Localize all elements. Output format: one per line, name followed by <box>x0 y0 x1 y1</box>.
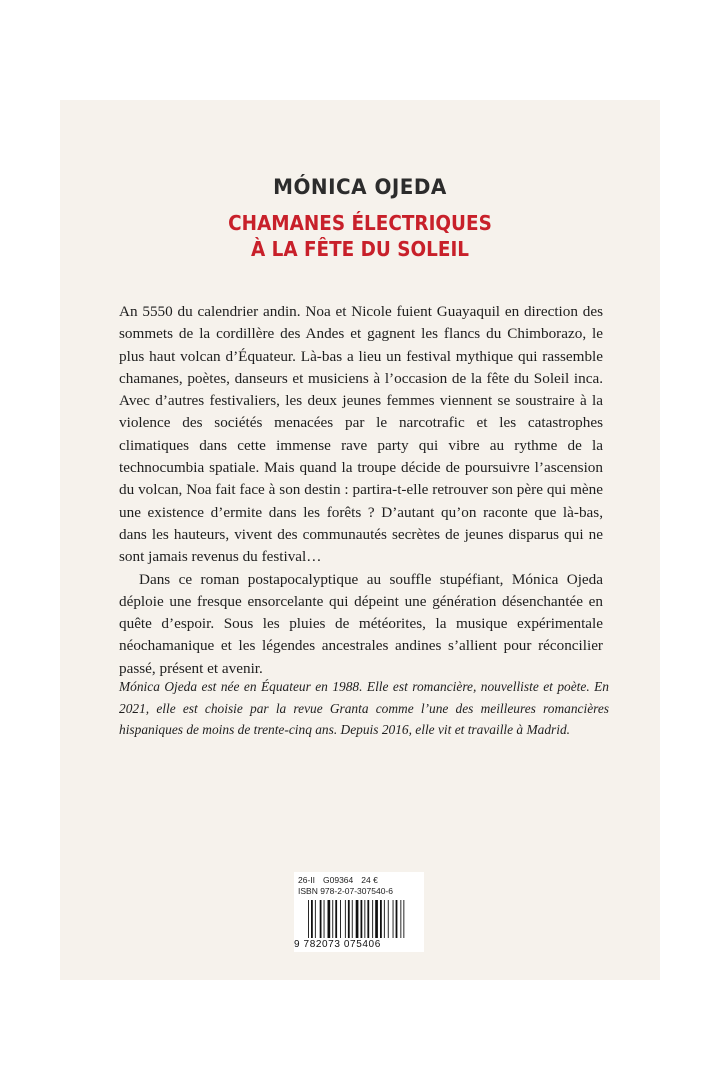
barcode-bar <box>375 900 378 938</box>
barcode-block <box>294 872 424 952</box>
barcode-bar <box>372 900 373 938</box>
code-text: 26-II <box>298 875 316 885</box>
barcode-bar <box>393 900 394 938</box>
barcode-bar <box>384 900 385 938</box>
blurb-paragraph-2: Dans ce roman postapocalyptique au souffle stupéfiant, Mónica Ojeda déploie une fresque ensorcelante qui dépeint une génération désenchantée en quête d’espoir. Sous les pluies de météorites, la musique expérimentale néochamanique et les légendes ancestrales andines s’allient pour réconcilier passé, présent et avenir. <box>119 570 603 677</box>
barcode-bar <box>380 900 382 938</box>
barcode-bar <box>348 900 350 938</box>
price-line <box>294 872 424 886</box>
barcode-bar <box>311 900 313 938</box>
barcode-bar <box>332 900 333 938</box>
barcode-bar <box>367 900 369 938</box>
blurb <box>119 301 603 680</box>
barcode-bar <box>340 900 341 938</box>
author-bio: Mónica Ojeda est née en Équateur en 1988. Elle est romancière, nouvelliste et poète. En 2021, elle est choisie par la revue Granta comme l’une des meilleures romancières hispaniques de moins de trente-cinq ans. Depuis 2016, elle vit et travaille à Madrid. <box>119 679 609 737</box>
barcode-bar <box>308 900 309 938</box>
barcode-bar <box>403 900 404 938</box>
barcode-bar <box>345 900 346 938</box>
barcode-bar <box>352 900 353 938</box>
barcode-bar <box>356 900 359 938</box>
book-back-cover <box>60 100 660 980</box>
author-name: MÓNICA OJEDA <box>273 175 447 199</box>
barcode-bar <box>388 900 389 938</box>
barcode-bar <box>324 900 325 938</box>
barcode-digits: 9 782073 075406 <box>294 939 381 950</box>
ref-text: G09364 <box>323 875 354 885</box>
blurb-paragraph-1: An 5550 du calendrier andin. Noa et Nicole fuient Guayaquil en direction des sommets de la cordillère des Andes et gagnent les flancs du Chimborazo, le plus haut volcan d’Équateur. Là-bas a lieu un festival mythique qui rassemble chamanes, poètes, danseurs et musiciens à l’occasion de la fête du Soleil inca. Avec d’autres festivaliers, les deux jeunes femmes viennent se soustraire à la violence des sociétés menacées par le narcotrafic et les catastrophes climatiques dans cette immense rave party qui vibre au rythme de la technocumbia spatiale. Mais quand la troupe décide de poursuivre l’ascension du volcan, Noa fait face à son destin : partira-t-elle retrouver son père qui mène une existence d’ermite dans les forêts ? D’autant qu’on raconte que là-bas, dans les hauteurs, vivent des communautés secrètes de jeunes disparus qui ne sont jamais revenus du festival… <box>119 303 603 566</box>
price-text: 24 € <box>361 875 378 885</box>
barcode-image <box>298 900 420 938</box>
barcode-bar <box>361 900 363 938</box>
isbn-text: ISBN 978-2-07-307540-6 <box>298 886 393 896</box>
barcode-bar <box>400 900 401 938</box>
title-line-2: À LA FÊTE DU SOLEIL <box>250 237 470 261</box>
barcode-bar <box>328 900 331 938</box>
book-title <box>84 210 636 262</box>
barcode-bar <box>315 900 316 938</box>
barcode-bar <box>335 900 337 938</box>
barcode-bar <box>320 900 322 938</box>
barcode-bar <box>396 900 398 938</box>
title-line-1: CHAMANES ÉLECTRIQUES <box>228 211 492 235</box>
barcode-bar <box>364 900 365 938</box>
